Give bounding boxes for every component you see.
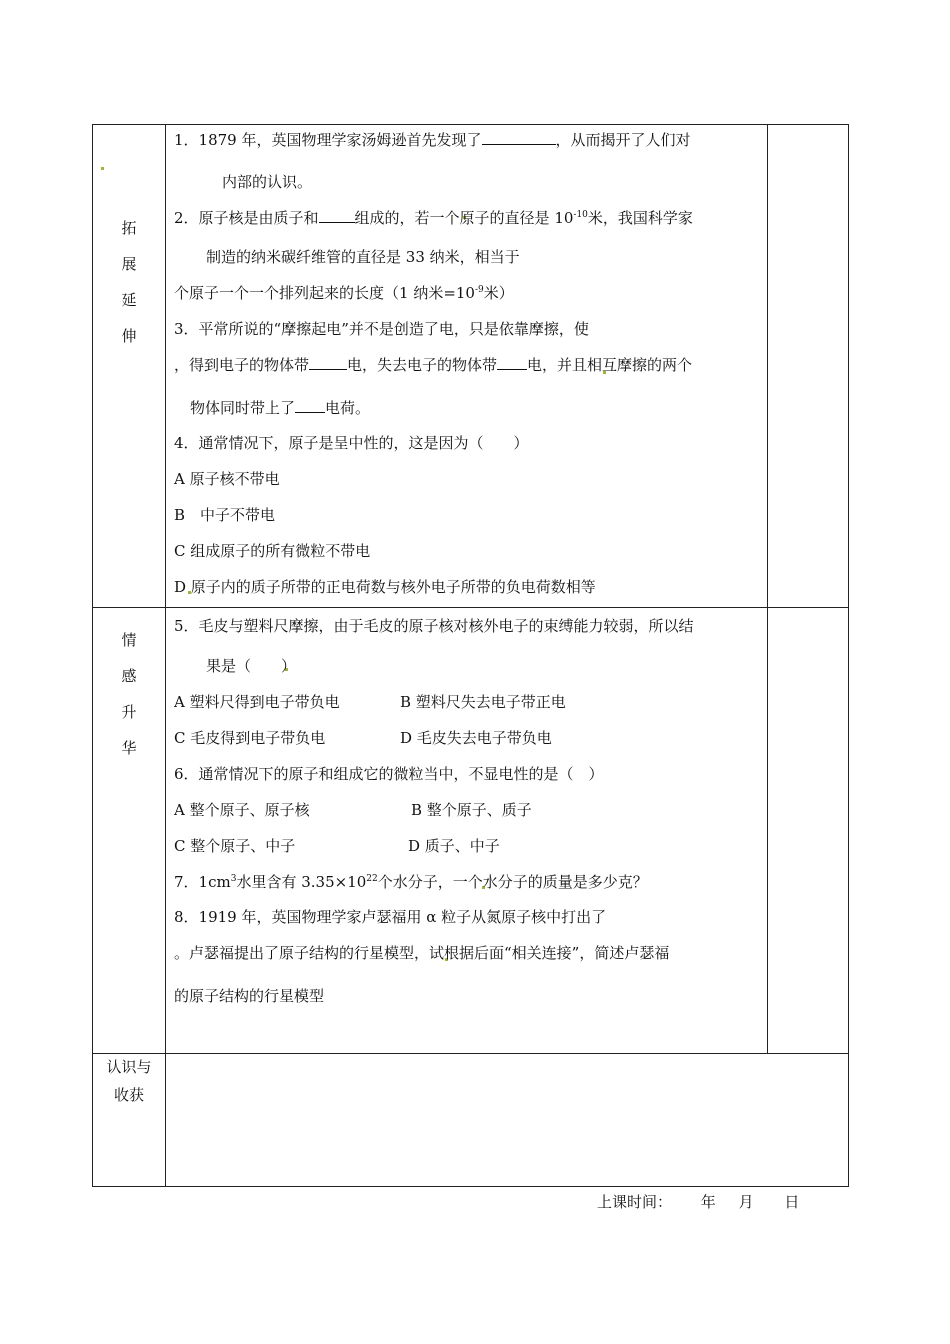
question-8-line-1: 8．1919 年，英国物理学家卢瑟福用 α 粒子从氮原子核中打出了	[174, 908, 607, 926]
question-4-option-d: D 原子内的质子所带的正电荷数与核外电子所带的负电荷数相等	[174, 578, 596, 596]
question-3-line-1: 3．平常所说的“摩擦起电”并不是创造了电，只是依靠摩擦，使	[174, 320, 589, 338]
question-1-line-2: 内部的认识。	[222, 173, 313, 191]
question-2-line-2: 制造的纳米碳纤维管的直径是 33 纳米，相当于	[206, 248, 520, 266]
question-4-option-b: B 中子不带电	[174, 506, 276, 524]
question-4-stem: 4．通常情况下，原子是呈中性的，这是因为（ ）	[174, 434, 529, 452]
question-5-stem-line-2: 果是（ ）	[206, 657, 297, 675]
day-label: 日	[784, 1193, 800, 1211]
section-char: 拓	[121, 219, 137, 237]
section-label-emotion	[92, 622, 166, 766]
answer-blank[interactable]	[482, 130, 556, 145]
question-4-option-c: C 组成原子的所有微粒不带电	[174, 542, 371, 560]
question-5-option-a: A 塑料尺得到电子带负电	[174, 693, 340, 711]
question-7: 7．$1cm^3$水里含有 $3.35\times 10^{22}$个水分子，一个水分子的质量是多少克？	[174, 873, 648, 891]
section-label-extension	[92, 210, 166, 354]
question-4-option-a: A 原子核不带电	[174, 470, 280, 488]
section-char: 情	[121, 631, 137, 649]
section-char: 感	[121, 667, 137, 685]
section-label-line: 认识与	[106, 1058, 152, 1076]
question-2-line-3: 个原子一个一个排列起来的长度（1 纳米$=10^{-9}$米）	[174, 284, 514, 302]
answer-blank[interactable]	[497, 355, 527, 370]
section-label-line: 收获	[113, 1086, 144, 1104]
answer-blank[interactable]	[295, 398, 325, 413]
question-5-option-d: D 毛皮失去电子带负电	[400, 729, 552, 747]
question-6-stem: 6．通常情况下的原子和组成它的微粒当中，不显电性的是（ ）	[174, 765, 604, 783]
question-6-option-b: B 整个原子、质子	[411, 801, 532, 819]
month-label: 月	[738, 1193, 754, 1211]
row-divider-1	[92, 607, 849, 608]
question-8-line-2: 。卢瑟福提出了原子结构的行星模型，试根据后面“相关连接”，简述卢瑟福	[174, 944, 670, 962]
section-char: 伸	[121, 327, 137, 345]
year-label: 年	[700, 1193, 716, 1211]
question-8-line-3: 的原子结构的行星模型	[174, 987, 325, 1005]
section-char: 延	[121, 291, 137, 309]
row-divider-2	[92, 1053, 849, 1054]
answer-blank[interactable]	[319, 208, 355, 223]
question-6-option-c: C 整个原子、中子	[174, 837, 296, 855]
marker-dot	[101, 167, 104, 170]
section-char: 展	[121, 255, 137, 273]
section-char: 升	[121, 703, 137, 721]
question-5-stem-line-1: 5．毛皮与塑料尺摩擦，由于毛皮的原子核对核外电子的束缚能力较弱，所以结	[174, 617, 694, 635]
question-6-option-a: A 整个原子、原子核	[174, 801, 310, 819]
question-2-line-1: 2．原子核是由质子和 组成的，若一个原子的直径是 $10^{-10}$米，我国科学家	[174, 209, 693, 227]
question-3-line-2: ，得到电子的物体带 电，失去电子的物体带 电，并且相互摩擦的两个	[174, 356, 693, 374]
question-1-line-1: 1．1879 年，英国物理学家汤姆逊首先发现了 ，从而揭开了人们对	[174, 131, 691, 149]
section-char: 华	[121, 739, 137, 757]
answer-blank[interactable]	[309, 355, 347, 370]
section-label-harvest	[92, 1053, 166, 1109]
question-3-line-3: 物体同时带上了 电荷。	[190, 399, 371, 417]
class-time-label: 上课时间：	[597, 1193, 673, 1211]
question-6-option-d: D 质子、中子	[408, 837, 500, 855]
question-5-option-b: B 塑料尺失去电子带正电	[400, 693, 566, 711]
notes-column-divider	[767, 124, 768, 1054]
question-5-option-c: C 毛皮得到电子带负电	[174, 729, 326, 747]
class-time-footer	[597, 1191, 799, 1212]
